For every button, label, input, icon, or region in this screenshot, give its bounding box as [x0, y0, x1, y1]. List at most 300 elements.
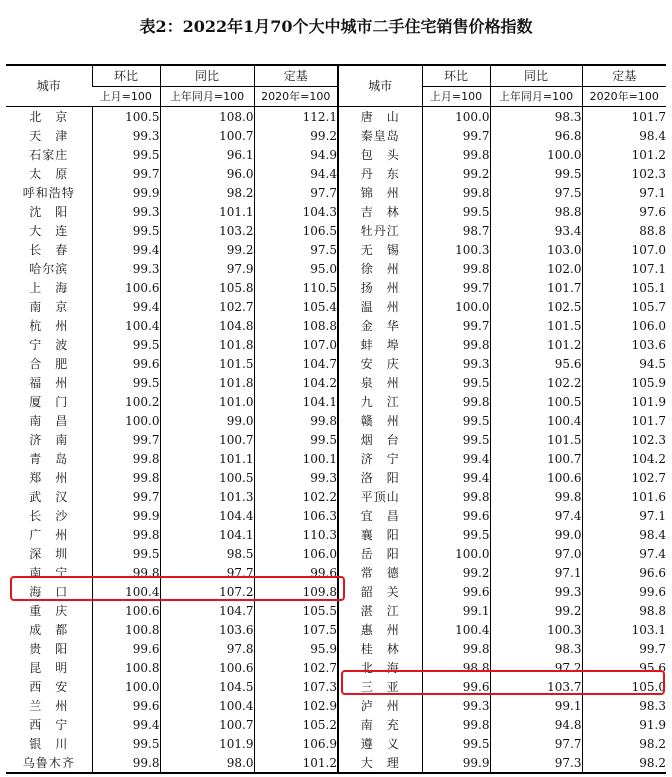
fixed-cell: 88.8 [582, 221, 666, 240]
yoy-cell: 98.2 [160, 183, 254, 202]
fixed-cell: 99.7 [582, 639, 666, 658]
mom-cell: 99.2 [422, 563, 490, 582]
mom-cell: 99.3 [92, 126, 160, 145]
city-header: 城市 [338, 65, 422, 107]
fixed-cell: 101.7 [582, 411, 666, 430]
city-cell: 襄 阳 [338, 525, 422, 544]
table-row [6, 240, 666, 259]
table-row [6, 221, 666, 240]
mom-cell: 99.8 [92, 468, 160, 487]
mom-cell: 99.8 [422, 487, 490, 506]
fixed-cell: 98.3 [582, 696, 666, 715]
mom-cell: 99.8 [422, 392, 490, 411]
table-row [6, 506, 666, 525]
fixed-cell: 102.9 [254, 696, 338, 715]
fixed-cell: 91.9 [582, 715, 666, 734]
city-cell: 西 宁 [29, 717, 69, 732]
table-row [6, 544, 666, 563]
city-cell: 大 理 [338, 753, 422, 773]
table-row [6, 639, 666, 658]
yoy-cell: 99.8 [490, 487, 582, 506]
yoy-cell: 101.5 [160, 354, 254, 373]
mom-cell: 99.4 [422, 468, 490, 487]
fixed-header: 定基 [254, 65, 338, 87]
mom-cell: 100.8 [92, 658, 160, 677]
yoy-cell: 102.0 [490, 259, 582, 278]
mom-cell: 99.6 [422, 677, 490, 696]
fixed-cell: 98.8 [582, 601, 666, 620]
fixed-cell: 96.6 [582, 563, 666, 582]
fixed-cell: 98.2 [582, 734, 666, 753]
table-row [6, 601, 666, 620]
table-row [6, 297, 666, 316]
city-cell: 乌鲁木齐 [6, 753, 92, 773]
city-cell: 宜 昌 [338, 506, 422, 525]
city-cell: 安 庆 [338, 354, 422, 373]
yoy-cell: 104.7 [160, 601, 254, 620]
mom-cell: 99.5 [92, 221, 160, 240]
yoy-cell: 104.4 [160, 506, 254, 525]
mom-cell: 99.5 [422, 373, 490, 392]
yoy-cell: 101.1 [160, 202, 254, 221]
fixed-subheader: 2020年=100 [582, 87, 666, 107]
fixed-cell: 97.1 [582, 506, 666, 525]
table-row [6, 430, 666, 449]
yoy-cell: 99.2 [490, 601, 582, 620]
yoy-cell: 102.5 [490, 297, 582, 316]
fixed-cell: 107.1 [582, 259, 666, 278]
fixed-cell: 95.9 [254, 639, 338, 658]
fixed-cell: 107.5 [254, 620, 338, 639]
mom-cell: 99.4 [92, 715, 160, 734]
fixed-cell: 102.2 [254, 487, 338, 506]
table-row [6, 202, 666, 221]
yoy-cell: 107.2 [160, 582, 254, 601]
mom-cell: 99.7 [422, 316, 490, 335]
mom-cell: 99.6 [422, 582, 490, 601]
table-row [6, 677, 666, 696]
table-row [6, 259, 666, 278]
table-row [6, 525, 666, 544]
mom-cell: 99.8 [92, 525, 160, 544]
city-cell: 湛 江 [338, 601, 422, 620]
yoy-cell: 101.5 [490, 316, 582, 335]
city-cell: 成 都 [29, 622, 69, 637]
yoy-cell: 100.6 [490, 468, 582, 487]
yoy-cell: 101.8 [160, 373, 254, 392]
mom-cell: 99.4 [422, 449, 490, 468]
fixed-cell: 112.1 [254, 107, 338, 127]
mom-cell: 99.9 [92, 183, 160, 202]
table-row [6, 411, 666, 430]
city-cell: 吉 林 [338, 202, 422, 221]
mom-cell: 99.8 [422, 183, 490, 202]
yoy-subheader: 上年同月=100 [490, 87, 582, 107]
yoy-cell: 102.7 [160, 297, 254, 316]
city-cell: 牡丹江 [338, 221, 422, 240]
yoy-cell: 100.3 [490, 620, 582, 639]
yoy-cell: 97.2 [490, 658, 582, 677]
city-cell: 泸 州 [338, 696, 422, 715]
yoy-cell: 101.3 [160, 487, 254, 506]
city-cell: 厦 门 [29, 394, 69, 409]
mom-cell: 100.4 [92, 582, 160, 601]
city-cell: 大 连 [29, 223, 69, 238]
city-cell: 宁 波 [29, 337, 69, 352]
city-cell: 银 川 [29, 736, 69, 751]
fixed-cell: 97.6 [582, 202, 666, 221]
mom-cell: 99.5 [92, 544, 160, 563]
yoy-cell: 104.1 [160, 525, 254, 544]
yoy-cell: 97.5 [490, 183, 582, 202]
fixed-cell: 105.4 [254, 297, 338, 316]
mom-cell: 99.6 [92, 696, 160, 715]
mom-cell: 98.7 [422, 221, 490, 240]
yoy-cell: 100.7 [160, 430, 254, 449]
city-cell: 上 海 [29, 280, 69, 295]
mom-cell: 99.3 [422, 354, 490, 373]
table-row [6, 164, 666, 183]
city-cell: 天 津 [29, 128, 69, 143]
mom-cell: 100.4 [422, 620, 490, 639]
fixed-cell: 105.5 [254, 601, 338, 620]
fixed-cell: 105.9 [582, 373, 666, 392]
city-cell: 青 岛 [29, 451, 69, 466]
mom-cell: 99.4 [92, 297, 160, 316]
yoy-cell: 100.7 [490, 449, 582, 468]
mom-cell: 100.0 [422, 297, 490, 316]
yoy-cell: 99.5 [490, 164, 582, 183]
yoy-cell: 98.5 [160, 544, 254, 563]
fixed-cell: 95.6 [582, 658, 666, 677]
city-cell: 沈 阳 [29, 204, 69, 219]
fixed-cell: 98.4 [582, 525, 666, 544]
yoy-cell: 99.2 [160, 240, 254, 259]
yoy-header: 同比 [490, 65, 582, 87]
mom-cell: 99.8 [422, 259, 490, 278]
price-index-table [6, 64, 666, 774]
fixed-cell: 94.5 [582, 354, 666, 373]
city-cell: 杭 州 [29, 318, 69, 333]
yoy-cell: 101.0 [160, 392, 254, 411]
city-cell: 南 京 [29, 299, 69, 314]
fixed-cell: 99.3 [254, 468, 338, 487]
city-cell: 三 亚 [338, 677, 422, 696]
yoy-header: 同比 [160, 65, 254, 87]
city-cell: 无 锡 [338, 240, 422, 259]
mom-cell: 99.5 [422, 430, 490, 449]
fixed-cell: 100.1 [254, 449, 338, 468]
city-cell: 南 宁 [29, 565, 69, 580]
city-cell: 深 圳 [29, 546, 69, 561]
fixed-cell: 99.5 [254, 430, 338, 449]
table-row [6, 563, 666, 582]
yoy-cell: 96.0 [160, 164, 254, 183]
mom-cell: 100.8 [92, 620, 160, 639]
yoy-cell: 97.9 [160, 259, 254, 278]
mom-cell: 100.0 [92, 411, 160, 430]
fixed-cell: 110.5 [254, 278, 338, 297]
mom-cell: 99.3 [422, 696, 490, 715]
mom-cell: 99.1 [422, 601, 490, 620]
fixed-cell: 110.3 [254, 525, 338, 544]
city-cell: 九 江 [338, 392, 422, 411]
city-cell: 烟 台 [338, 430, 422, 449]
fixed-header: 定基 [582, 65, 666, 87]
yoy-cell: 100.6 [160, 658, 254, 677]
fixed-cell: 97.7 [254, 183, 338, 202]
city-cell: 呼和浩特 [22, 185, 75, 200]
fixed-cell: 99.2 [254, 126, 338, 145]
mom-cell: 99.3 [92, 259, 160, 278]
yoy-cell: 102.2 [490, 373, 582, 392]
mom-cell: 100.2 [92, 392, 160, 411]
fixed-cell: 101.7 [582, 107, 666, 127]
yoy-cell: 100.4 [160, 696, 254, 715]
yoy-cell: 94.8 [490, 715, 582, 734]
city-cell: 秦皇岛 [338, 126, 422, 145]
city-cell: 包 头 [338, 145, 422, 164]
fixed-cell: 104.2 [254, 373, 338, 392]
yoy-cell: 103.7 [490, 677, 582, 696]
yoy-cell: 93.4 [490, 221, 582, 240]
table-row [6, 316, 666, 335]
yoy-cell: 97.1 [490, 563, 582, 582]
mom-cell: 99.8 [92, 449, 160, 468]
mom-subheader: 上月=100 [92, 87, 160, 107]
city-cell: 蚌 埠 [338, 335, 422, 354]
fixed-cell: 104.1 [254, 392, 338, 411]
table-row [6, 715, 666, 734]
city-cell: 北 京 [29, 109, 69, 124]
fixed-cell: 105.7 [582, 297, 666, 316]
yoy-cell: 108.0 [160, 107, 254, 127]
fixed-cell: 97.1 [582, 183, 666, 202]
fixed-cell: 103.6 [582, 335, 666, 354]
mom-cell: 100.3 [422, 240, 490, 259]
fixed-cell: 107.3 [254, 677, 338, 696]
mom-cell: 100.6 [92, 601, 160, 620]
fixed-cell: 106.0 [582, 316, 666, 335]
table-row [6, 449, 666, 468]
mom-subheader: 上月=100 [422, 87, 490, 107]
table-row [6, 354, 666, 373]
mom-cell: 99.6 [92, 639, 160, 658]
fixed-cell: 97.5 [254, 240, 338, 259]
mom-cell: 99.8 [92, 753, 160, 773]
city-cell: 赣 州 [338, 411, 422, 430]
city-cell: 扬 州 [338, 278, 422, 297]
table-row [6, 126, 666, 145]
city-cell: 哈尔滨 [29, 261, 69, 276]
mom-cell: 99.8 [422, 335, 490, 354]
mom-cell: 99.8 [422, 145, 490, 164]
fixed-cell: 109.8 [254, 582, 338, 601]
mom-cell: 99.3 [92, 202, 160, 221]
yoy-cell: 103.6 [160, 620, 254, 639]
fixed-cell: 102.3 [582, 430, 666, 449]
city-cell: 武 汉 [29, 489, 69, 504]
mom-cell: 99.7 [92, 430, 160, 449]
fixed-cell: 102.7 [254, 658, 338, 677]
table-row [6, 335, 666, 354]
yoy-cell: 100.4 [490, 411, 582, 430]
mom-cell: 99.5 [422, 525, 490, 544]
city-cell: 锦 州 [338, 183, 422, 202]
fixed-subheader: 2020年=100 [254, 87, 338, 107]
fixed-cell: 101.2 [254, 753, 338, 773]
yoy-cell: 103.2 [160, 221, 254, 240]
table-title: 表2：2022年1月70个大中城市二手住宅销售价格指数 [139, 17, 533, 36]
yoy-cell: 97.7 [160, 563, 254, 582]
city-cell: 昆 明 [29, 660, 69, 675]
city-cell: 惠 州 [338, 620, 422, 639]
fixed-cell: 105.1 [582, 278, 666, 297]
city-cell: 平顶山 [338, 487, 422, 506]
city-cell: 郑 州 [29, 470, 69, 485]
city-header: 城市 [6, 65, 92, 107]
mom-cell: 100.6 [92, 278, 160, 297]
mom-cell: 99.6 [92, 354, 160, 373]
city-cell: 石家庄 [29, 147, 69, 162]
fixed-cell: 104.3 [254, 202, 338, 221]
fixed-cell: 97.4 [582, 544, 666, 563]
yoy-cell: 100.5 [160, 468, 254, 487]
city-cell: 徐 州 [338, 259, 422, 278]
fixed-cell: 99.8 [254, 411, 338, 430]
yoy-cell: 99.0 [160, 411, 254, 430]
city-cell: 重 庆 [29, 603, 69, 618]
mom-cell: 99.4 [92, 240, 160, 259]
mom-cell: 100.0 [422, 544, 490, 563]
table-row [6, 487, 666, 506]
yoy-cell: 101.7 [490, 278, 582, 297]
city-cell: 唐 山 [338, 107, 422, 127]
yoy-cell: 98.8 [490, 202, 582, 221]
yoy-cell: 95.6 [490, 354, 582, 373]
city-cell: 常 德 [338, 563, 422, 582]
fixed-cell: 108.8 [254, 316, 338, 335]
mom-cell: 100.0 [422, 107, 490, 127]
mom-cell: 99.5 [422, 734, 490, 753]
city-cell: 福 州 [29, 375, 69, 390]
yoy-cell: 100.5 [490, 392, 582, 411]
city-cell: 桂 林 [338, 639, 422, 658]
mom-cell: 98.8 [422, 658, 490, 677]
mom-cell: 99.8 [422, 715, 490, 734]
mom-cell: 99.6 [422, 506, 490, 525]
yoy-cell: 100.0 [490, 145, 582, 164]
city-cell: 济 南 [29, 432, 69, 447]
yoy-cell: 101.2 [490, 335, 582, 354]
yoy-cell: 100.7 [160, 715, 254, 734]
mom-cell: 99.9 [422, 753, 490, 773]
city-cell: 长 春 [29, 242, 69, 257]
mom-cell: 99.5 [92, 335, 160, 354]
fixed-cell: 94.4 [254, 164, 338, 183]
city-cell: 长 沙 [29, 508, 69, 523]
yoy-cell: 97.7 [490, 734, 582, 753]
fixed-cell: 99.6 [254, 563, 338, 582]
city-cell: 韶 关 [338, 582, 422, 601]
fixed-cell: 104.2 [582, 449, 666, 468]
city-cell: 丹 东 [338, 164, 422, 183]
yoy-cell: 104.8 [160, 316, 254, 335]
fixed-cell: 101.9 [582, 392, 666, 411]
mom-cell: 99.5 [92, 734, 160, 753]
city-cell: 贵 阳 [29, 641, 69, 656]
yoy-cell: 98.3 [490, 107, 582, 127]
table-row [6, 468, 666, 487]
table-row [6, 373, 666, 392]
mom-cell: 99.2 [422, 164, 490, 183]
yoy-cell: 96.1 [160, 145, 254, 164]
yoy-cell: 100.7 [160, 126, 254, 145]
city-cell: 南 昌 [29, 413, 69, 428]
mom-cell: 99.5 [92, 373, 160, 392]
table-row [6, 734, 666, 753]
city-cell: 遵 义 [338, 734, 422, 753]
city-cell: 北 海 [338, 658, 422, 677]
fixed-cell: 107.0 [254, 335, 338, 354]
table-row [6, 582, 666, 601]
yoy-cell: 98.0 [160, 753, 254, 773]
city-cell: 太 原 [29, 166, 69, 181]
city-cell: 合 肥 [29, 356, 69, 371]
city-cell: 岳 阳 [338, 544, 422, 563]
yoy-cell: 98.3 [490, 639, 582, 658]
mom-cell: 99.5 [422, 411, 490, 430]
city-cell: 广 州 [29, 527, 69, 542]
fixed-cell: 103.1 [582, 620, 666, 639]
fixed-cell: 105.0 [582, 677, 666, 696]
yoy-cell: 97.3 [490, 753, 582, 773]
fixed-cell: 95.0 [254, 259, 338, 278]
yoy-cell: 99.0 [490, 525, 582, 544]
mom-header: 环比 [422, 65, 490, 87]
fixed-cell: 107.0 [582, 240, 666, 259]
mom-cell: 99.7 [92, 487, 160, 506]
yoy-cell: 99.3 [490, 582, 582, 601]
city-cell: 济 宁 [338, 449, 422, 468]
fixed-cell: 98.4 [582, 126, 666, 145]
mom-cell: 99.5 [422, 202, 490, 221]
mom-cell: 100.0 [92, 677, 160, 696]
table-row [6, 107, 666, 127]
fixed-cell: 99.6 [582, 582, 666, 601]
table-row [6, 183, 666, 202]
fixed-cell: 106.9 [254, 734, 338, 753]
yoy-subheader: 上年同月=100 [160, 87, 254, 107]
city-cell: 金 华 [338, 316, 422, 335]
yoy-cell: 97.8 [160, 639, 254, 658]
table-row [6, 145, 666, 164]
mom-cell: 99.8 [92, 563, 160, 582]
yoy-cell: 103.0 [490, 240, 582, 259]
fixed-cell: 101.6 [582, 487, 666, 506]
fixed-cell: 106.0 [254, 544, 338, 563]
fixed-cell: 98.2 [582, 753, 666, 773]
mom-cell: 99.7 [92, 164, 160, 183]
yoy-cell: 105.8 [160, 278, 254, 297]
yoy-cell: 97.0 [490, 544, 582, 563]
mom-cell: 99.8 [422, 639, 490, 658]
yoy-cell: 97.4 [490, 506, 582, 525]
fixed-cell: 106.3 [254, 506, 338, 525]
fixed-cell: 106.5 [254, 221, 338, 240]
fixed-cell: 104.7 [254, 354, 338, 373]
city-cell: 海 口 [29, 584, 69, 599]
